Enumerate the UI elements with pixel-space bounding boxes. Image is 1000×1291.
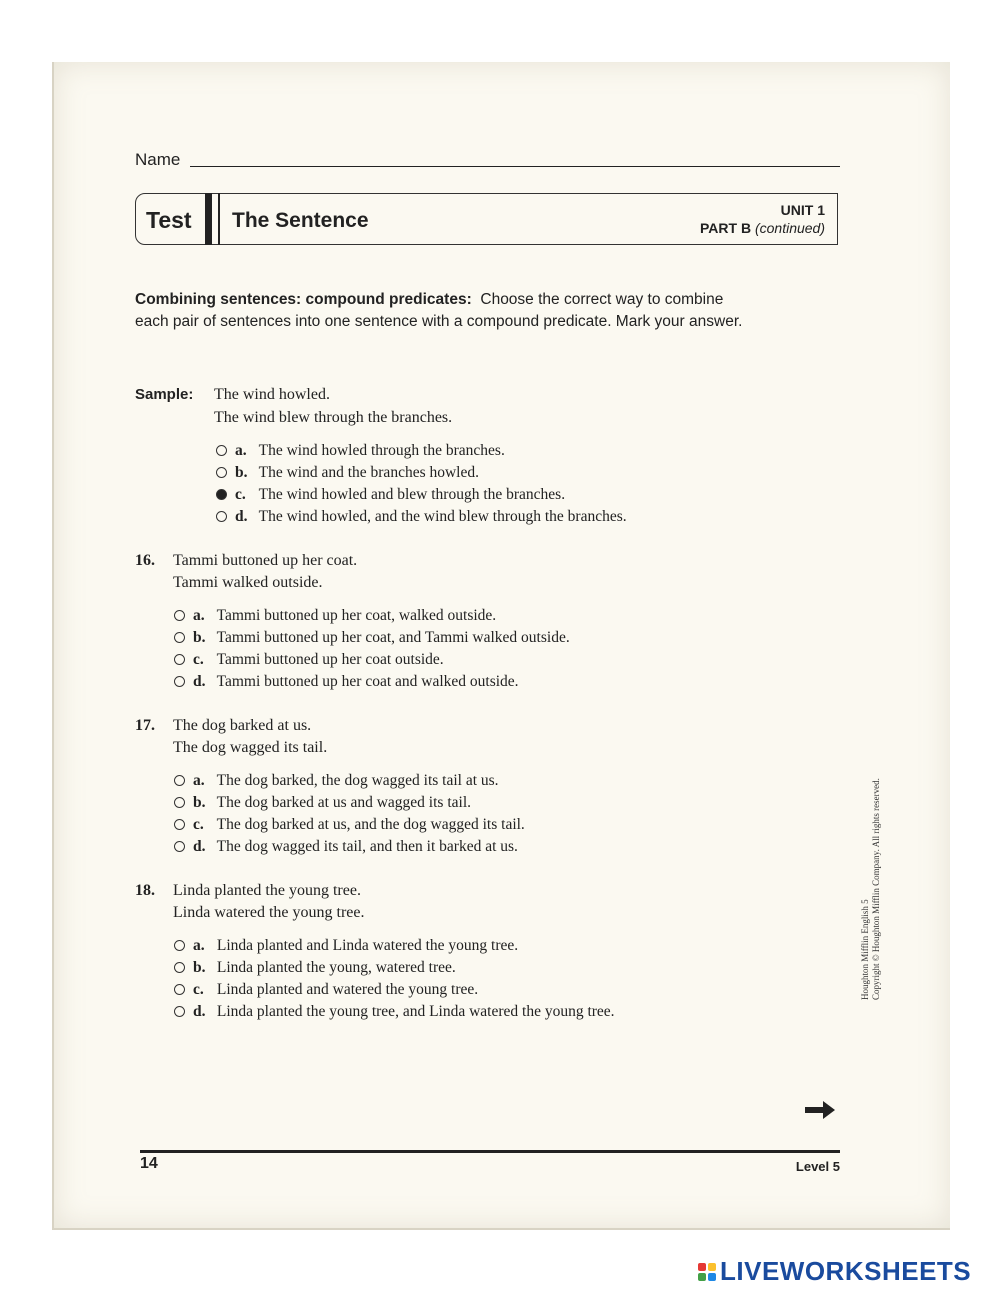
question-sentence-2: Linda watered the young tree. [173,904,365,921]
footer-divider [140,1150,840,1153]
radio-bubble[interactable] [216,467,227,478]
q17-option-b[interactable]: b. The dog barked at us and wagged its tail. [174,794,471,812]
question-sentence-1: The dog barked at us. [173,717,312,734]
radio-bubble[interactable] [174,984,185,995]
q18-option-b[interactable]: b. Linda planted the young, watered tree. [174,959,456,977]
copyright-line-1: Houghton Mifflin English 5 [860,899,870,1000]
radio-bubble[interactable] [174,1006,185,1017]
copyright-notice [860,778,882,1000]
title-divider-thin [218,193,220,245]
title-box [135,193,838,245]
radio-bubble[interactable] [174,841,185,852]
instructions-heading: Combining sentences: compound predicates: [135,291,472,308]
title-divider [205,193,212,245]
unit-label: UNIT 1 [780,202,825,218]
radio-bubble-filled[interactable] [216,489,227,500]
q16-option-a[interactable]: a. Tammi buttoned up her coat, walked outside. [174,607,496,625]
q16-option-b[interactable]: b. Tammi buttoned up her coat, and Tammi walked outside. [174,629,570,647]
radio-bubble[interactable] [174,819,185,830]
question-sentence-1: Tammi buttoned up her coat. [173,552,358,569]
instructions-body: Choose the correct way to combine each pair of sentences into one sentence with a compound predicate. Mark your answer. [135,291,743,330]
question-number: 18. [135,882,155,899]
q17-option-a[interactable]: a. The dog barked, the dog wagged its tail at us. [174,772,499,790]
radio-bubble[interactable] [174,962,185,973]
radio-bubble[interactable] [174,797,185,808]
radio-bubble[interactable] [174,610,185,621]
instructions [135,289,755,332]
sample-label: Sample: [135,386,194,403]
radio-bubble[interactable] [174,632,185,643]
part-label: PART B (continued) [699,220,825,236]
q16-option-d[interactable]: d. Tammi buttoned up her coat and walked outside. [174,673,519,691]
q16-option-c[interactable]: c. Tammi buttoned up her coat outside. [174,651,444,669]
logo-text: LIVEWORKSHEETS [720,1256,972,1286]
sample-option-c[interactable]: c. The wind howled and blew through the branches. [216,486,565,504]
liveworksheets-logo [698,1256,971,1287]
question-sentence-2: Tammi walked outside. [173,574,323,591]
radio-bubble[interactable] [216,445,227,456]
logo-icon [698,1263,716,1281]
radio-bubble[interactable] [216,511,227,522]
sample-sentence-1: The wind howled. [214,386,330,403]
copyright-line-2: Copyright © Houghton Mifflin Company. All rights reserved. [871,778,881,1000]
sample-option-a[interactable]: a. The wind howled through the branches. [216,442,505,460]
page-title: The Sentence [232,209,369,232]
next-arrow-icon[interactable] [803,1098,837,1122]
q17-option-c[interactable]: c. The dog barked at us, and the dog wagged its tail. [174,816,525,834]
q18-option-c[interactable]: c. Linda planted and watered the young tree. [174,981,478,999]
sample-option-b[interactable]: b. The wind and the branches howled. [216,464,479,482]
question-number: 17. [135,717,155,734]
q18-option-d[interactable]: d. Linda planted the young tree, and Linda watered the young tree. [174,1003,615,1021]
page-number: 14 [140,1155,158,1172]
question-sentence-2: The dog wagged its tail. [173,739,328,756]
radio-bubble[interactable] [174,940,185,951]
radio-bubble[interactable] [174,654,185,665]
sample-sentence-2: The wind blew through the branches. [214,409,453,426]
question-number: 16. [135,552,155,569]
question-sentence-1: Linda planted the young tree. [173,882,361,899]
test-label: Test [146,207,192,233]
name-label: Name [135,150,181,169]
name-input-line[interactable] [190,166,840,167]
q17-option-d[interactable]: d. The dog wagged its tail, and then it barked at us. [174,838,518,856]
radio-bubble[interactable] [174,676,185,687]
radio-bubble[interactable] [174,775,185,786]
sample-option-d[interactable]: d. The wind howled, and the wind blew through the branches. [216,508,627,526]
level-label: Level 5 [795,1159,840,1174]
q18-option-a[interactable]: a. Linda planted and Linda watered the young tree. [174,937,518,955]
